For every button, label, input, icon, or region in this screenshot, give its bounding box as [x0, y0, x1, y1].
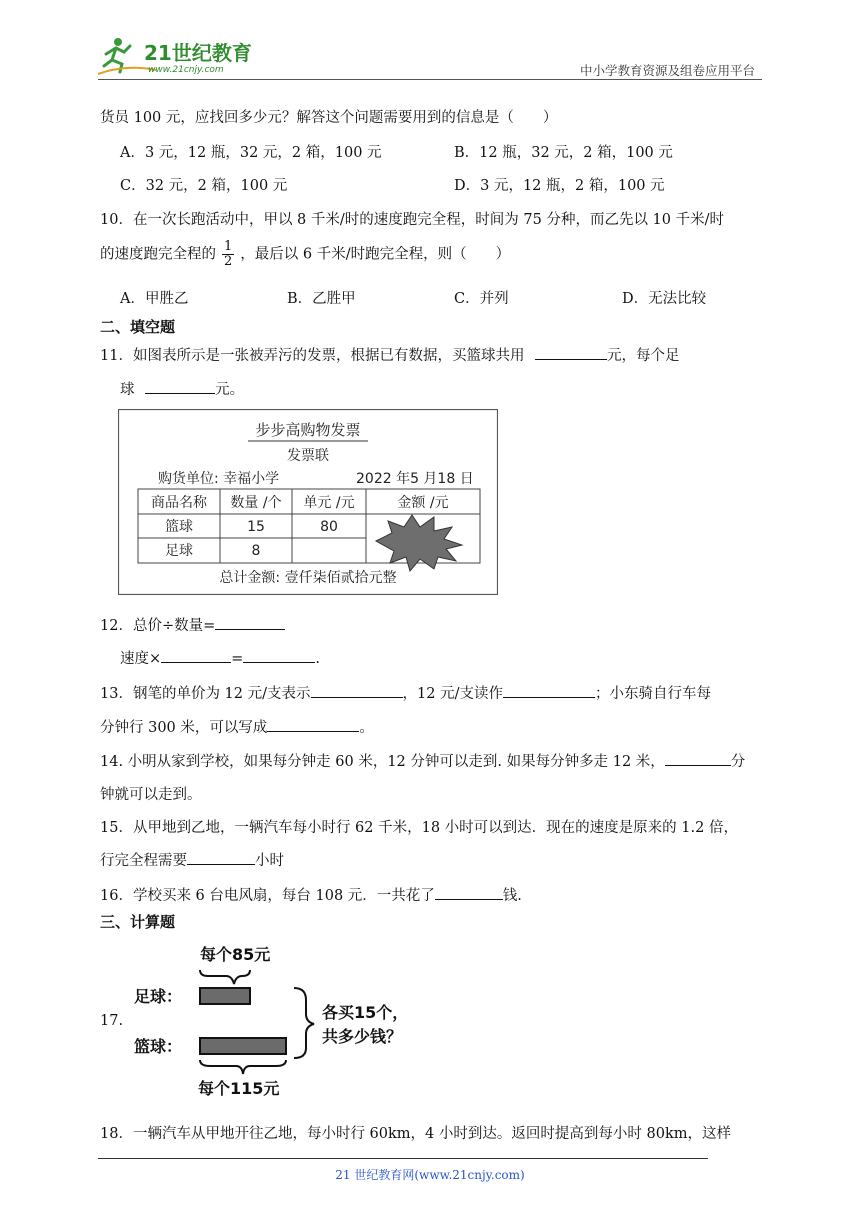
q11-answer-blank-1[interactable] [535, 345, 607, 360]
q13-line2-post: 。 [359, 720, 374, 736]
q13-part2: ，12 元/支读作 [402, 686, 503, 702]
invoice-header-amount: 金额 /元 [397, 495, 449, 511]
q12-line2-post: . [315, 651, 320, 667]
invoice-row1-unit: 80 [320, 519, 338, 535]
q12-line2-mid: = [231, 651, 244, 667]
invoice-buyer: 购货单位: 幸福小学 [158, 471, 280, 487]
q16-post: 钱. [502, 888, 522, 904]
q17-question-line2: 共多少钱？ [322, 1027, 403, 1046]
q17-diagram [128, 940, 448, 1100]
invoice-row1-qty: 15 [247, 519, 265, 535]
q10-option-c: C．并列 [454, 291, 509, 307]
q17-football-bar [200, 988, 250, 1004]
q16-pre: 16．学校买来 6 台电风扇，每台 108 元．一共花了 [100, 888, 435, 904]
logo-url-text: www.21cnjy.com [148, 65, 224, 75]
q10-line2 [100, 240, 510, 269]
q13-answer-blank-1[interactable] [311, 683, 403, 698]
header-divider [98, 79, 762, 80]
q17-basketball-bar [200, 1038, 286, 1054]
q9-option-d: D．3 元，12 瓶，2 箱，100 元 [454, 178, 665, 194]
q14-line1-pre: 14. 小明从家到学校，如果每分钟走 60 米，12 分钟可以走到. 如果每分钟多走 12 米， [100, 754, 665, 770]
invoice-header-name: 商品名称 [151, 495, 207, 511]
q10-option-d: D．无法比较 [622, 291, 707, 307]
q18-line1: 18．一辆汽车从甲地开往乙地，每小时行 60km，4 小时到达。返回时提高到每小时 80km，这样 [100, 1126, 731, 1142]
fraction-denominator: 2 [224, 254, 233, 269]
q16-line [100, 884, 522, 905]
q11-line2-pre: 球 [120, 382, 135, 398]
q10-option-a: A．甲胜乙 [120, 291, 189, 307]
q9-option-a: A．3 元，12 瓶，32 元，2 箱，100 元 [120, 145, 382, 161]
logo-main-text: 21世纪教育 [144, 41, 252, 65]
q17-football-label: 足球： [134, 987, 183, 1006]
fraction-one-half [222, 240, 234, 269]
footer-site-link[interactable]: 21 世纪教育网(www.21cnjy.com) [335, 1168, 525, 1182]
q13-answer-blank-3[interactable] [267, 717, 359, 732]
q14-line1-post: 分 [730, 754, 746, 770]
q17-top-label: 每个85元 [200, 945, 271, 964]
invoice-row1-name: 篮球 [165, 519, 193, 535]
invoice-date: 2022 年5 月18 日 [356, 471, 474, 487]
q13-answer-blank-2[interactable] [503, 683, 595, 698]
site-logo [96, 34, 266, 78]
q12-line2-pre: 速度× [120, 651, 162, 667]
q15-line1: 15．从甲地到乙地，一辆汽车每小时行 62 千米，18 小时可以到达．现在的速度是原来的 1.2 倍， [100, 820, 738, 836]
footer-divider [98, 1158, 708, 1159]
q9-option-c: C．32 元，2 箱，100 元 [120, 178, 288, 194]
q15-line2 [100, 849, 284, 870]
q15-line2-pre: 行完全程需要 [100, 853, 187, 869]
q13-part1: 13．钢笔的单价为 12 元/支表示 [100, 686, 311, 702]
q17-number: 17. [100, 1013, 124, 1029]
q17-question-line1: 各买15个， [322, 1003, 409, 1022]
invoice-row2-qty: 8 [251, 543, 261, 559]
q15-answer-blank[interactable] [187, 850, 255, 865]
invoice-header-unit: 单元 /元 [303, 495, 355, 511]
invoice-total: 总计金额: 壹仟柒佰贰拾元整 [219, 570, 397, 586]
q12-answer-blank-2[interactable] [161, 648, 231, 663]
q12-line1-text: 12．总价÷数量= [100, 618, 216, 634]
q9-stem: 货员 100 元，应找回多少元？解答这个问题需要用到的信息是（ ） [100, 110, 558, 126]
q11-line2 [120, 378, 244, 399]
section-calculation-title: 三、计算题 [100, 913, 176, 931]
header-platform-text: 中小学教育资源及组卷应用平台 [579, 63, 755, 78]
invoice-subtitle: 发票联 [287, 448, 329, 464]
q17-top-brace [200, 970, 250, 984]
q16-answer-blank[interactable] [435, 885, 503, 900]
q17-bottom-label: 每个115元 [198, 1079, 280, 1098]
q11-answer-blank-2[interactable] [145, 379, 215, 394]
section-fill-in-title: 二、填空题 [100, 318, 176, 336]
fraction-numerator: 1 [224, 239, 233, 254]
q15-line2-post: 小时 [255, 853, 284, 869]
q14-answer-blank[interactable] [665, 751, 731, 766]
q10-line1: 10．在一次长跑活动中，甲以 8 千米/时的速度跑完全程，时间为 75 分种，而乙先以 10 千米/时 [100, 212, 724, 228]
q11-line1 [100, 344, 680, 365]
invoice-figure [118, 409, 498, 595]
q10-option-b: B．乙胜甲 [287, 291, 356, 307]
q17-basketball-label: 篮球： [134, 1037, 183, 1056]
q14-line1 [100, 750, 745, 771]
q11-line2-post: 元。 [215, 382, 245, 398]
q17-bottom-brace [200, 1060, 286, 1074]
q17-right-brace [294, 988, 314, 1058]
q14-line2: 钟就可以走到。 [100, 787, 202, 803]
q11-line1-pre: 11．如图表所示是一张被弄污的发票，根据已有数据，买篮球共用 [100, 348, 525, 364]
q10-line2-post: ，最后以 6 千米/时跑完全程，则（ ） [240, 246, 511, 263]
invoice-header-qty: 数量 /个 [230, 495, 282, 511]
q13-line1 [100, 682, 711, 703]
q12-line2 [120, 647, 320, 668]
q12-line1 [100, 614, 285, 635]
q12-answer-blank-3[interactable] [243, 648, 315, 663]
q12-answer-blank-1[interactable] [215, 615, 285, 630]
q13-line2-pre: 分钟行 300 米，可以写成 [100, 720, 268, 736]
q13-line2 [100, 716, 374, 737]
q13-part3: ；小东骑自行车每 [594, 686, 711, 702]
q11-line1-post: 元，每个足 [607, 348, 680, 364]
q9-option-b: B．12 瓶，32 元，2 箱，100 元 [454, 145, 673, 161]
invoice-row2-name: 足球 [165, 543, 193, 559]
q10-line2-pre: 的速度跑完全程的 [100, 246, 216, 263]
invoice-title: 步步高购物发票 [255, 421, 361, 439]
